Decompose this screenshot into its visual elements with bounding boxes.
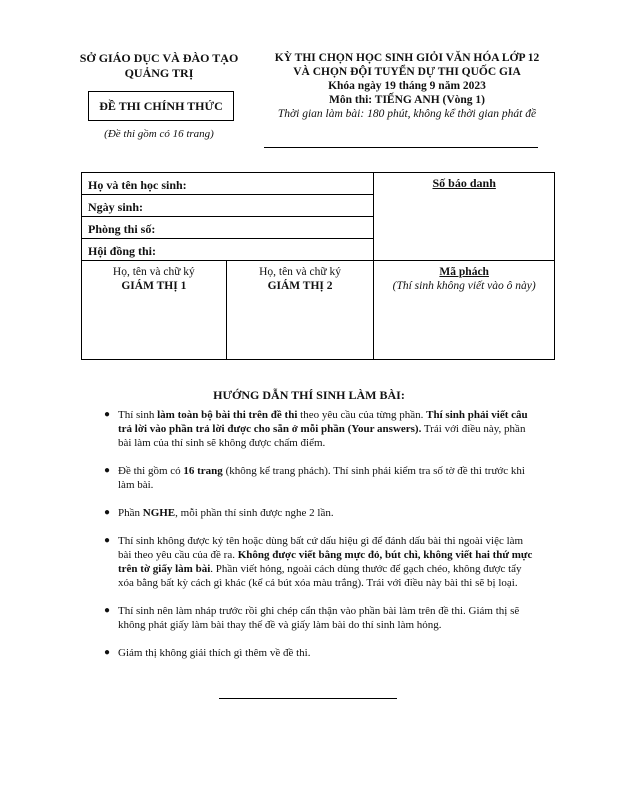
exam-header bbox=[262, 51, 552, 121]
signature-label-1: Họ, tên và chữ ký bbox=[112, 266, 195, 278]
bullet-icon: ● bbox=[104, 605, 111, 616]
exam-duration: Thời gian làm bài: 180 phút, không kể thời gian phát đề bbox=[277, 108, 537, 120]
candidate-number-box bbox=[374, 173, 555, 261]
bullet-icon: ● bbox=[104, 465, 111, 476]
list-item: ● Phần NGHE, mỗi phần thí sinh được nghe 2 lần. bbox=[104, 507, 334, 519]
student-name-field bbox=[82, 173, 374, 195]
header-divider bbox=[264, 147, 538, 148]
exam-subject: Môn thi: TIẾNG ANH (Vòng 1) bbox=[328, 94, 485, 106]
province-name: QUẢNG TRỊ bbox=[124, 66, 194, 80]
dob-field bbox=[82, 195, 374, 217]
secret-code-label: Mã phách bbox=[439, 266, 489, 278]
supervisor-2-label: GIÁM THỊ 2 bbox=[267, 280, 333, 292]
official-label: ĐỀ THI CHÍNH THỨC bbox=[99, 99, 223, 113]
supervisor-2-box bbox=[226, 261, 374, 360]
signature-label-2: Họ, tên và chữ ký bbox=[259, 266, 341, 278]
department-name: SỞ GIÁO DỤC VÀ ĐÀO TẠO bbox=[79, 51, 239, 65]
issuer-header bbox=[64, 51, 254, 81]
council-label: Hội đồng thi: bbox=[88, 244, 157, 258]
footer-divider bbox=[219, 698, 397, 699]
bullet-icon: ● bbox=[104, 409, 111, 420]
student-name-label: Họ và tên học sinh: bbox=[88, 178, 187, 192]
list-item: ● Giám thị không giải thích gì thêm về đề thi. bbox=[104, 647, 311, 659]
dob-label: Ngày sinh: bbox=[88, 200, 144, 214]
candidate-number-label: Số báo danh bbox=[432, 176, 496, 190]
room-label: Phòng thi số: bbox=[88, 222, 156, 236]
secret-code-note: (Thí sinh không viết vào ô này) bbox=[392, 280, 536, 292]
supervisor-1-label: GIÁM THỊ 1 bbox=[121, 280, 187, 292]
list-item: ● Thí sinh không được ký tên hoặc dùng bất cứ dấu hiệu gì để đánh dấu bài thi ngoài việc làm bài theo yêu cầu của đề ra. Không được viết bằng mực đỏ, bút chì, không viết hai thứ mực trên tờ giấy làm bài. Phần viết hỏng, ngoài cách dùng thước để gạch chéo, không được tẩy xóa bằng bất kỳ cách gì khác (kể cả bút xóa màu trắng). Trái với điều này bài thi sẽ bị loại. bbox=[104, 535, 533, 589]
bullet-icon: ● bbox=[104, 647, 111, 658]
exam-title-line2: VÀ CHỌN ĐỘI TUYỂN DỰ THI QUỐC GIA bbox=[293, 66, 521, 78]
instructions-title: HƯỚNG DẪN THÍ SINH LÀM BÀI: bbox=[213, 388, 405, 402]
page-count-note: (Đề thi gồm có 16 trang) bbox=[104, 128, 214, 140]
bullet-icon: ● bbox=[104, 535, 111, 546]
list-item: ● Thí sinh nên làm nháp trước rồi ghi chép cẩn thận vào phần bài làm trên đề thi. Giám thị sẽ không phát giấy làm bài thay thế đề và giấy làm bài do thí sinh làm hỏng. bbox=[104, 605, 520, 631]
room-field bbox=[82, 217, 374, 239]
official-exam-box bbox=[88, 91, 234, 121]
list-item: ● Thí sinh làm toàn bộ bài thi trên đề thi theo yêu cầu của từng phần. Thí sinh phải viết câu trả lời vào phần trả lời được cho sẵn ở mỗi phần (Your answers). Trái với điều này, phần bài làm của thí sinh sẽ không được chấm điểm. bbox=[104, 409, 528, 449]
instructions-list bbox=[104, 408, 534, 660]
list-item: ● Đề thi gồm có 16 trang (không kể trang phách). Thí sinh phải kiểm tra số tờ đề thi trước khi làm bài. bbox=[104, 465, 525, 491]
council-field bbox=[82, 239, 374, 261]
supervisor-1-box bbox=[82, 261, 227, 360]
secret-code-box bbox=[374, 261, 555, 360]
exam-title-line1: KỲ THI CHỌN HỌC SINH GIỎI VĂN HÓA LỚP 12 bbox=[274, 52, 540, 64]
candidate-info-table bbox=[81, 172, 555, 360]
bullet-icon: ● bbox=[104, 507, 111, 518]
exam-date: Khóa ngày 19 tháng 9 năm 2023 bbox=[328, 80, 486, 92]
